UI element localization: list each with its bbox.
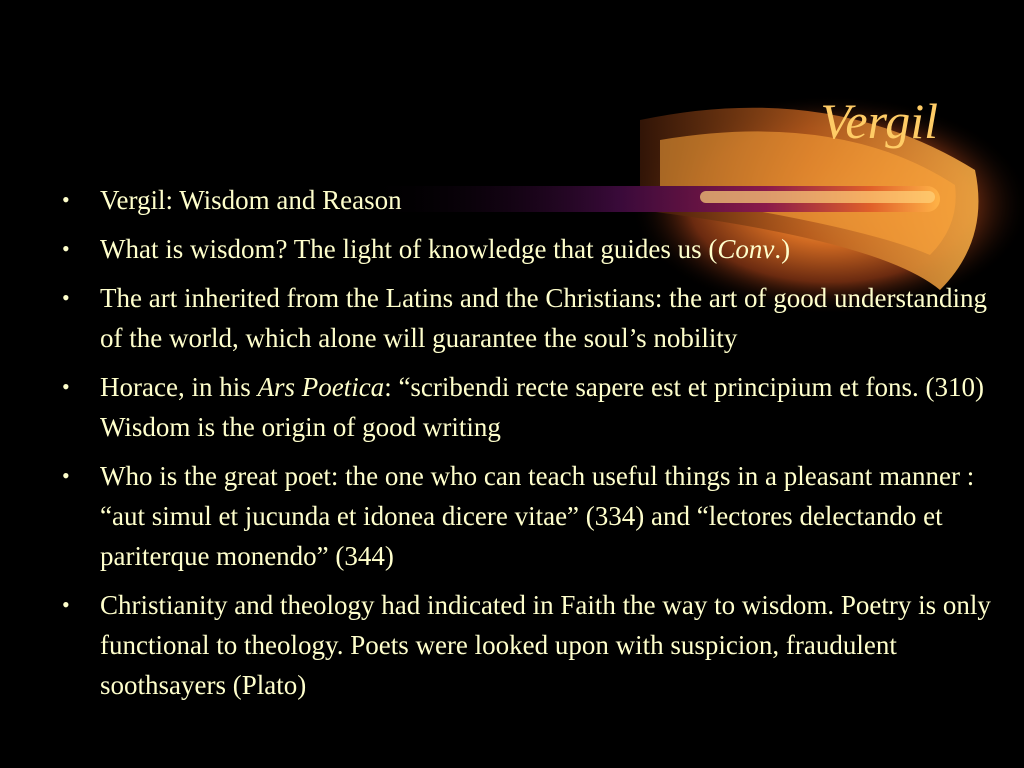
bullet-text-before: Horace, in his [100,372,258,402]
bullet-item [62,180,997,220]
bullet-item [62,229,997,269]
bullet-text: Vergil: Wisdom and Reason [100,185,402,215]
bullet-text: Who is the great poet: the one who can teach useful things in a pleasant manner : “aut simul et jucunda et idonea dicere vitae” (334) and “lectores delectando et pariterque monendo” (344) [100,461,975,571]
bullet-list [62,180,997,714]
slide-title: Vergil [820,93,938,149]
bullet-text: Christianity and theology had indicated in Faith the way to wisdom. Poetry is only functional to theology. Poets were looked upon with suspicion, fraudulent soothsayers (Plato) [100,590,991,700]
bullet-icon: • [62,187,70,212]
bullet-icon: • [62,236,70,261]
bullet-item [62,367,997,447]
bullet-text-italic: Conv [717,234,775,264]
bullet-icon: • [62,463,70,488]
bullet-text-after: : “scribendi recte sapere est et principium et fons. (310) Wisdom is the origin of good writing [100,372,984,442]
bullet-text: The art inherited from the Latins and the Christians: the art of good understanding of the world, which alone will guarantee the soul’s nobility [100,283,988,353]
bullet-text-italic: Ars Poetica [257,372,385,402]
bullet-icon: • [62,592,70,617]
bullet-icon: • [62,285,70,310]
bullet-icon: • [62,374,70,399]
bullet-item [62,278,997,358]
bullet-item [62,456,997,576]
bullet-text-after: .) [774,234,791,264]
bullet-item [62,585,997,705]
bullet-text-before: What is wisdom? The light of knowledge that guides us ( [100,234,718,264]
